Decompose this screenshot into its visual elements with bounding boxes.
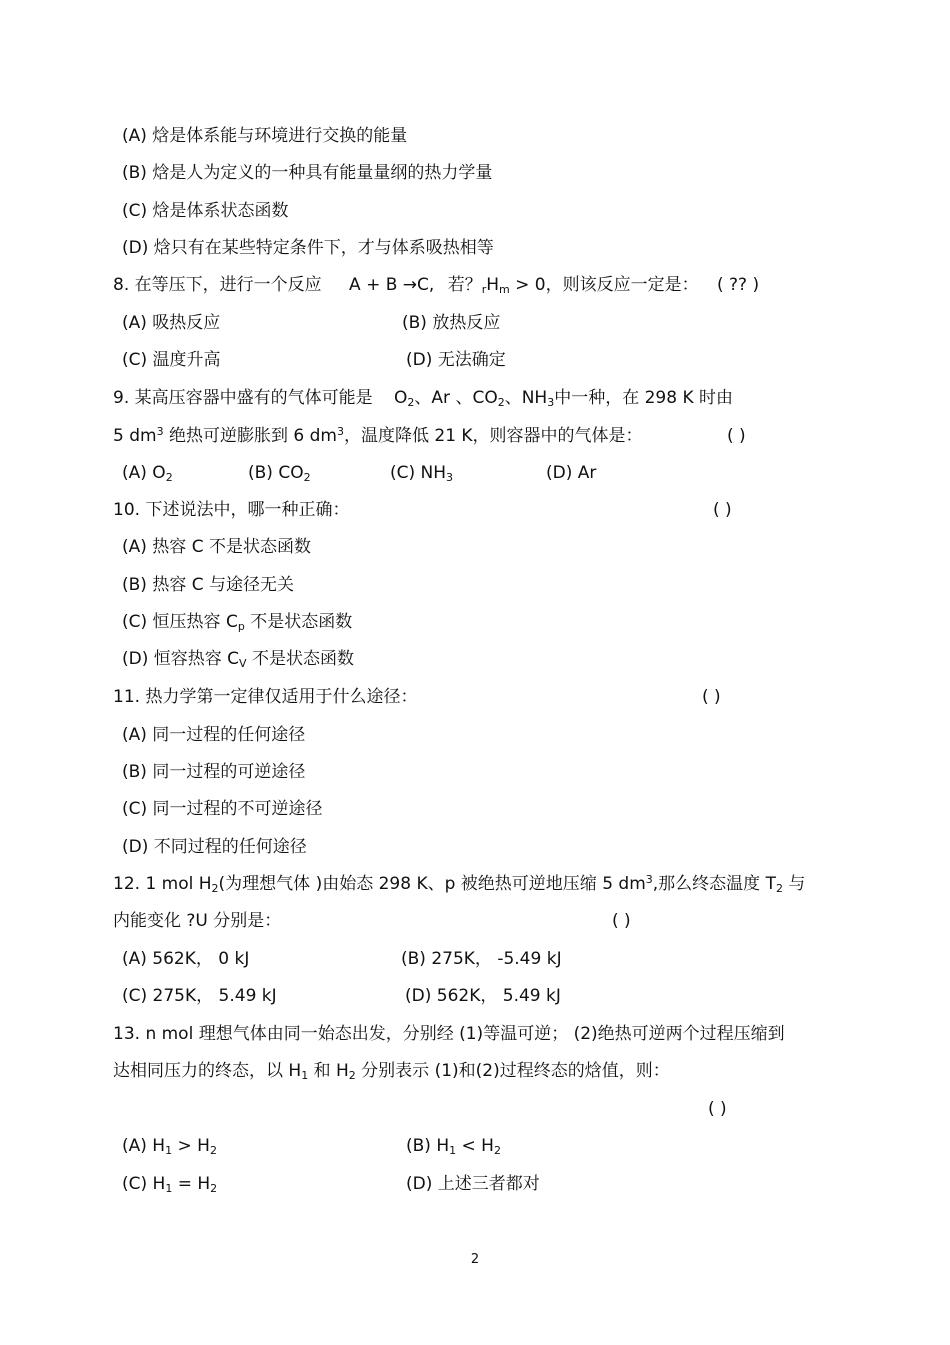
q10-option-d: (D) 恒容热容 $C_V$ 不是状态函数 xyxy=(122,649,354,670)
q9-answer-paren: ( ) xyxy=(727,426,746,446)
q7-option-a: (A) 焓是体系能与环境进行交换的能量 xyxy=(122,126,408,146)
q13-stem-line1: 13. n mol 理想气体由同一始态出发，分别经 (1)等温可逆； (2)绝热可逆两个过程压缩到 xyxy=(113,1024,785,1044)
q11-option-d: (D) 不同过程的任何途径 xyxy=(122,837,307,857)
q10-answer-paren: ( ) xyxy=(713,500,732,520)
q12-option-d: (D) 562K， 5.49 kJ xyxy=(405,986,561,1006)
q8-option-c: (C) 温度升高 xyxy=(122,350,221,370)
q12-option-b: (B) 275K， -5.49 kJ xyxy=(401,949,562,969)
q12-answer-paren: ( ) xyxy=(612,911,631,931)
q13-option-d: (D) 上述三者都对 xyxy=(406,1174,540,1194)
q13-option-c: (C) $H_1 = H_2$ xyxy=(122,1174,218,1195)
q13-option-b: (B) $H_1 < H_2$ xyxy=(406,1136,501,1157)
q13-answer-paren: ( ) xyxy=(708,1099,727,1119)
q11-option-c: (C) 同一过程的不可逆途径 xyxy=(122,799,323,819)
q10-option-b: (B) 热容 C 与途径无关 xyxy=(122,575,295,595)
q9-option-d: (D) Ar xyxy=(546,463,597,483)
page-number: 2 xyxy=(470,1252,480,1267)
q13-stem-line2: 达相同压力的终态，以 $H_1$ 和 $H_2$ 分别表示 (1)和(2)过程终态的焓值，则： xyxy=(113,1061,670,1082)
q12-stem-line2: 内能变化 ?U 分别是： xyxy=(113,911,282,931)
q12-stem-line1: 12. 1 mol $H_2$(为理想气体 )由始态 298 K、p 被绝热可逆地压缩 5 $dm^3$,那么终态温度 $T_2$ 与 xyxy=(113,873,806,895)
q9-stem-line1: 9. 某高压容器中盛有的气体可能是 $O_2$、Ar 、$CO_2$、$NH_3$中一种，在 298 K 时由 xyxy=(113,388,734,409)
q8-option-b: (B) 放热反应 xyxy=(402,313,501,333)
q7-option-d: (D) 焓只有在某些特定条件下，才与体系吸热相等 xyxy=(122,238,494,258)
q8-stem: 8. 在等压下，进行一个反应 A + B →C, 若？$_rH_m > 0$，则该反应一定是： xyxy=(113,275,699,296)
q11-option-a: (A) 同一过程的任何途径 xyxy=(122,725,306,745)
q7-option-c: (C) 焓是体系状态函数 xyxy=(122,201,289,221)
q11-option-b: (B) 同一过程的可逆途径 xyxy=(122,762,306,782)
q12-option-a: (A) 562K， 0 kJ xyxy=(122,949,250,969)
q7-option-b: (B) 焓是人为定义的一种具有能量量纲的热力学量 xyxy=(122,163,493,183)
q10-stem: 10. 下述说法中，哪一种正确： xyxy=(113,500,350,520)
q10-option-a: (A) 热容 C 不是状态函数 xyxy=(122,537,311,557)
q11-answer-paren: ( ) xyxy=(702,687,721,707)
q9-option-c: (C) $NH_3$ xyxy=(390,463,454,484)
q9-option-b: (B) $CO_2$ xyxy=(248,463,311,484)
q9-stem-line2: 5 $dm^3$ 绝热可逆膨胀到 6 $dm^3$，温度降低 21 K，则容器中的气体是： xyxy=(113,425,643,446)
q8-option-d: (D) 无法确定 xyxy=(406,350,506,370)
q11-stem: 11. 热力学第一定律仅适用于什么途径： xyxy=(113,687,418,707)
q9-option-a: (A) $O_2$ xyxy=(122,463,173,484)
q12-option-c: (C) 275K， 5.49 kJ xyxy=(122,986,277,1006)
q10-option-c: (C) 恒压热容 $C_p$ 不是状态函数 xyxy=(122,612,353,633)
q13-option-a: (A) $H_1 > H_2$ xyxy=(122,1136,217,1157)
q8-answer-paren: ( ?? ) xyxy=(717,275,760,295)
q8-option-a: (A) 吸热反应 xyxy=(122,313,221,333)
